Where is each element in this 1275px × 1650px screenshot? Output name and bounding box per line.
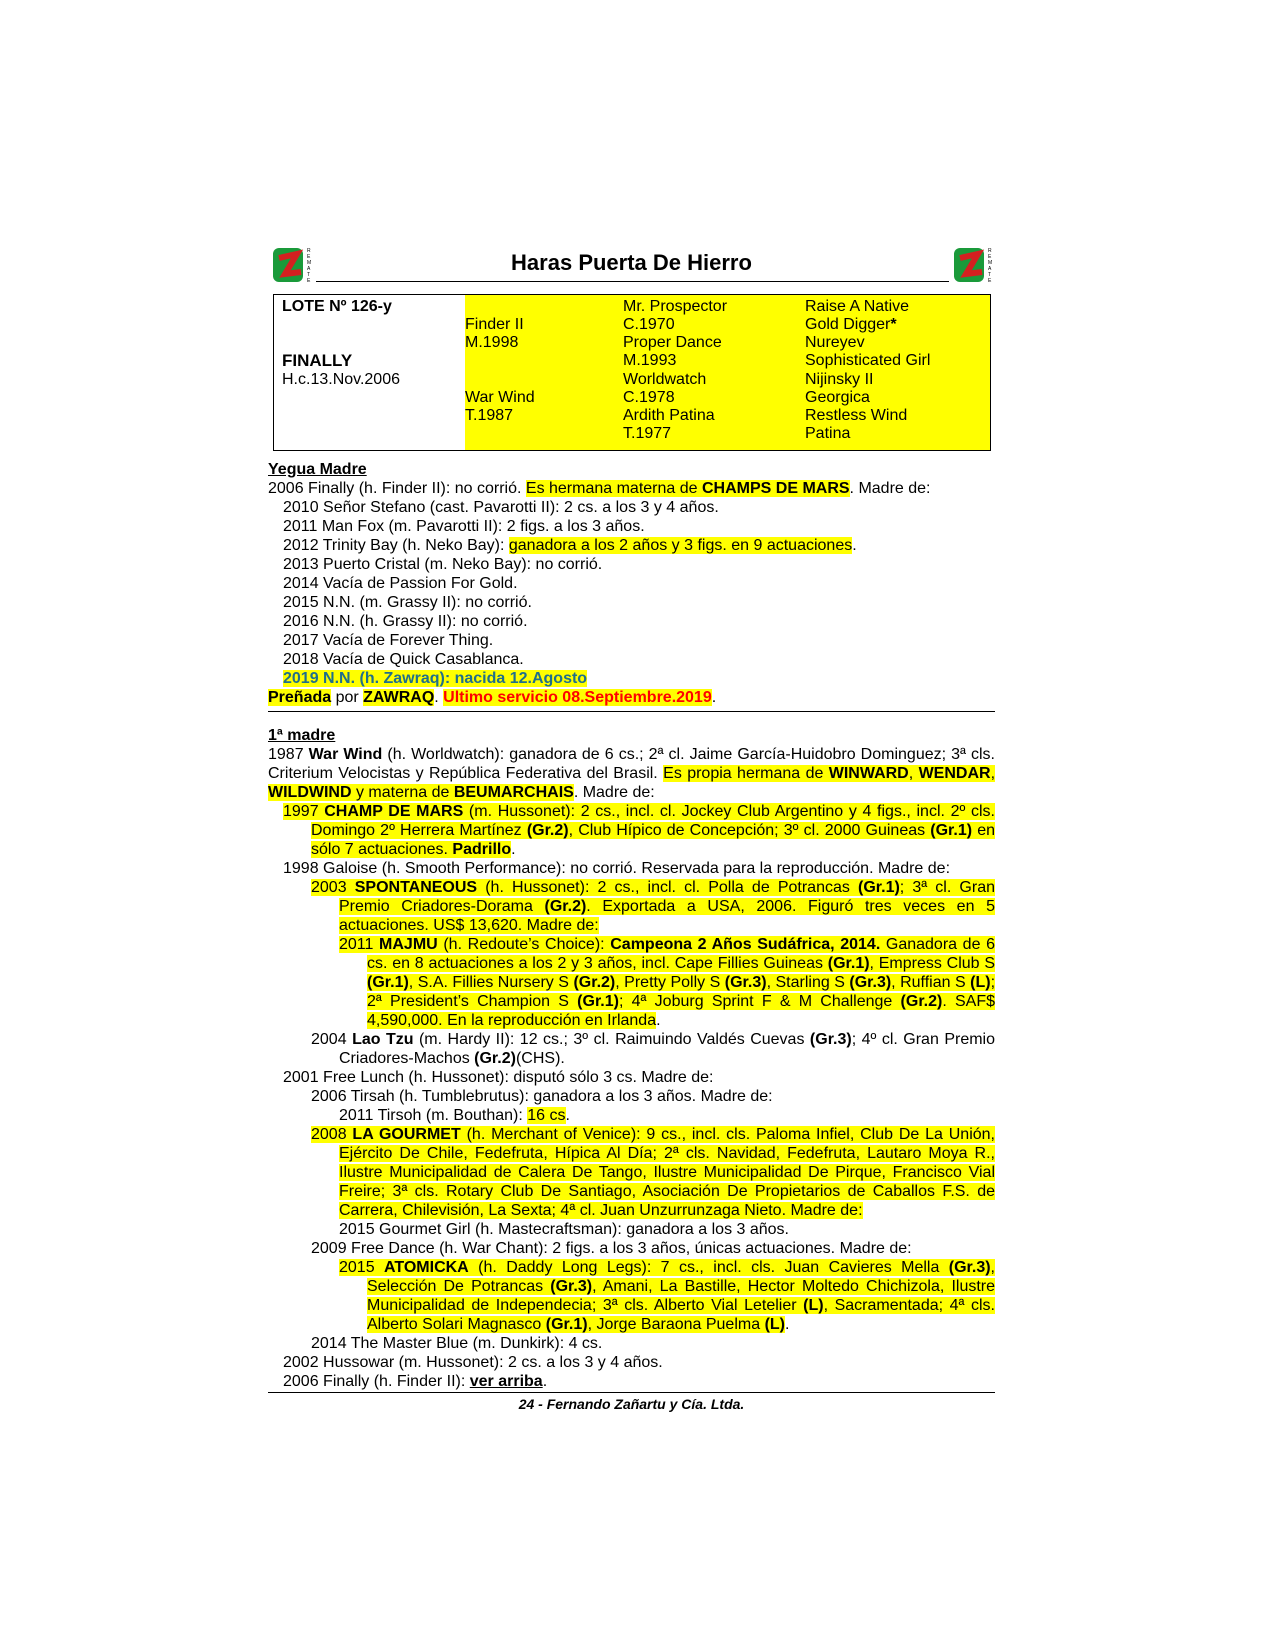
sire-born: M.1998 <box>465 334 519 351</box>
war-wind-paragraph: 1987 War Wind (h. Worldwatch): ganadora de 6 cs.; 2ª cl. Jaime García-Huidobro Dominguez; 3ª cls. Criterium Velocistas y República Federativa del Brasil. Es propia hermana de WINWARD, WENDAR, WILDWIND y materna de BEUMARCHAIS. Madre de: <box>268 746 996 801</box>
svg-text:M: M <box>307 260 312 266</box>
svg-text:A: A <box>307 266 311 272</box>
dd-born: T.1977 <box>623 425 672 442</box>
section-divider <box>268 711 995 712</box>
lote-number: LOTE Nº 126-y <box>282 298 392 315</box>
atomicka-paragraph: 2015 ATOMICKA (h. Daddy Long Legs): 7 cs., incl. cls. Juan Cavieres Mella (Gr.3), Selección De Potrancas (Gr.3), Amani, La Bastille, Hector Moltedo Chichizola, Ilustre Municipalidad de Independecia; 3ª cls. Alberto Vial Letelier (L), Sacramentada; 4ª cls. Alberto Solari Magnasco (Gr.1), Jorge Baraona Puelma (L). <box>339 1259 996 1333</box>
sire-name: Finder II <box>465 316 524 333</box>
pregnancy-line: Preñada por ZAWRAQ. Ultimo servicio 08.Septiembre.2019. <box>268 689 717 706</box>
ssd-name: Gold Digger* <box>805 316 897 333</box>
ds-born: C.1978 <box>623 389 675 406</box>
svg-text:E: E <box>307 254 311 260</box>
la-gourmet-paragraph: 2008 LA GOURMET (h. Merchant of Venice): 9 cs., incl. cls. Paloma Infiel, Club De La Unión, Ejército De Chile, Fedefruta, Hípica Al Día; 2ª cls. Navidad, Fedefruta, Lautaro Moya R., Ilustre Municipalidad de Calera De Tango, Ilustre Municipalidad De Pirque, Francisco Vial Freire; 3ª cls. Rotary Club De Santiago, Asociación De Propietarios de Caballos F.S. de Carrera, Chilevisión, La Sexta; 4ª cl. Juan Unzurrunzaga Nieto. Madre de: <box>311 1126 995 1219</box>
primera-madre-title: 1ª madre <box>268 727 336 744</box>
dds-name: Restless Wind <box>805 407 908 424</box>
pedigree-table <box>273 294 991 451</box>
sds-name: Nureyev <box>805 334 865 351</box>
list-item: 2012 Trinity Bay (h. Neko Bay): ganadora a los 2 años y 3 figs. en 9 actuaciones. <box>283 537 857 554</box>
yegua-madre-title: Yegua Madre <box>268 461 367 478</box>
dsd-name: Georgica <box>805 389 870 406</box>
tirsoh-line: 2011 Tirsoh (m. Bouthan): 16 cs. <box>339 1107 570 1124</box>
list-item: 2018 Vacía de Quick Casablanca. <box>283 651 524 668</box>
svg-text:A: A <box>988 266 992 272</box>
list-item: 2017 Vacía de Forever Thing. <box>283 632 494 649</box>
list-item: 2015 N.N. (m. Grassy II): no corrió. <box>283 594 532 611</box>
free-lunch-line: 2001 Free Lunch (h. Hussonet): disputó sólo 3 cs. Madre de: <box>283 1069 714 1086</box>
list-item-2019: 2019 N.N. (h. Zawraq): nacida 12.Agosto <box>283 670 588 687</box>
svg-text:T: T <box>307 272 311 278</box>
list-item: 2014 Vacía de Passion For Gold. <box>283 575 518 592</box>
list-item: 2013 Puerto Cristal (m. Neko Bay): no corrió. <box>283 556 603 573</box>
spontaneous-paragraph: 2003 SPONTANEOUS (h. Hussonet): 2 cs., incl. cl. Polla de Potrancas (Gr.1); 3ª cl. Gran Premio Criadores-Dorama (Gr.2). Exportada a USA, 2006. Figuró tres veces en 5 actuaciones. US$ 13,620. Madre de: <box>311 879 995 934</box>
horse-name: FINALLY <box>282 351 353 370</box>
svg-text:R: R <box>307 248 311 254</box>
galoise-line: 1998 Galoise (h. Smooth Performance): no corrió. Reservada para la reproducción. Madre de: <box>283 860 951 877</box>
ss-name: Mr. Prospector <box>623 298 728 315</box>
sd-name: Proper Dance <box>623 334 722 351</box>
svg-text:R: R <box>988 248 992 254</box>
ver-arriba-link[interactable]: ver arriba <box>469 1373 543 1390</box>
yegua-madre-intro: 2006 Finally (h. Finder II): no corrió. Es hermana materna de CHAMPS DE MARS. Madre de: <box>268 480 931 497</box>
header-rule <box>316 281 949 282</box>
page-title: Haras Puerta De Hierro <box>511 250 752 275</box>
finally-line: 2006 Finally (h. Finder II): ver arriba. <box>283 1373 548 1390</box>
pedigree-ancestry <box>465 295 990 450</box>
sdd-name: Sophisticated Girl <box>805 352 931 369</box>
list-item: 2010 Señor Stefano (cast. Pavarotti II): 2 cs. a los 3 y 4 años. <box>283 499 719 516</box>
majmu-paragraph: 2011 MAJMU (h. Redoute’s Choice): Campeona 2 Años Sudáfrica, 2014. Ganadora de 6 cs. en 8 actuaciones a los 2 y 3 años, incl. Cape Fillies Guineas (Gr.1), Empress Club S (Gr.1), S.A. Fillies Nursery S (Gr.2), Pretty Polly S (Gr.3), Starling S (Gr.3), Ruffian S (L); 2ª President’s Champion S (Gr.1); 4ª Joburg Sprint F & M Challenge (Gr.2). SAF$ 4,590,000. En la reproducción en Irlanda. <box>339 936 996 1029</box>
sd-born: M.1993 <box>623 352 677 369</box>
svg-text:T: T <box>988 272 992 278</box>
ss-born: C.1970 <box>623 316 675 333</box>
free-dance-line: 2009 Free Dance (h. War Chant): 2 figs. a los 3 años, únicas actuaciones. Madre de: <box>311 1240 912 1257</box>
dam-name: War Wind <box>465 389 535 406</box>
pedigree-id-column <box>274 295 465 450</box>
champ-de-mars-paragraph: 1997 CHAMP DE MARS (m. Hussonet): 2 cs., incl. cl. Jockey Club Argentino y 4 figs., incl. 2º cls. Domingo 2º Herrera Martínez (Gr.2), Club Hípico de Concepción; 3º cl. 2000 Guineas (Gr.1) en sólo 7 actuaciones. Padrillo. <box>283 803 995 858</box>
page-footer: 24 - Fernando Zañartu y Cía. Ltda. <box>518 1396 745 1412</box>
svg-text:E: E <box>988 278 992 284</box>
tirsah-line: 2006 Tirsah (h. Tumblebrutus): ganadora a los 3 años. Madre de: <box>311 1088 773 1105</box>
master-blue-line: 2014 The Master Blue (m. Dunkirk): 4 cs. <box>311 1335 603 1352</box>
gourmet-girl-line: 2015 Gourmet Girl (h. Mastecraftsman): ganadora a los 3 años. <box>339 1221 789 1238</box>
footer-rule <box>268 1392 995 1393</box>
svg-text:E: E <box>307 278 311 284</box>
dd-name: Ardith Patina <box>623 407 715 424</box>
dss-name: Nijinsky II <box>805 371 874 388</box>
hussowar-line: 2002 Hussowar (m. Hussonet): 2 cs. a los 3 y 4 años. <box>283 1354 663 1371</box>
sss-name: Raise A Native <box>805 298 910 315</box>
lao-tzu-paragraph: 2004 Lao Tzu (m. Hardy II): 12 cs.; 3º cl. Raimuindo Valdés Cuevas (Gr.3); 4º cl. Gran Premio Criadores-Machos (Gr.2)(CHS). <box>311 1031 995 1067</box>
document-body <box>268 460 995 1391</box>
list-item: 2016 N.N. (h. Grassy II): no corrió. <box>283 613 528 630</box>
ddd-name: Patina <box>805 425 851 442</box>
horse-birth: H.c.13.Nov.2006 <box>282 371 400 388</box>
svg-text:M: M <box>988 260 993 266</box>
list-item: 2011 Man Fox (m. Pavarotti II): 2 figs. a los 3 años. <box>283 518 645 535</box>
remates-logo-right <box>952 244 998 286</box>
svg-text:E: E <box>988 254 992 260</box>
page-header <box>268 244 995 286</box>
dam-born: T.1987 <box>465 407 514 424</box>
ds-name: Worldwatch <box>623 371 707 388</box>
